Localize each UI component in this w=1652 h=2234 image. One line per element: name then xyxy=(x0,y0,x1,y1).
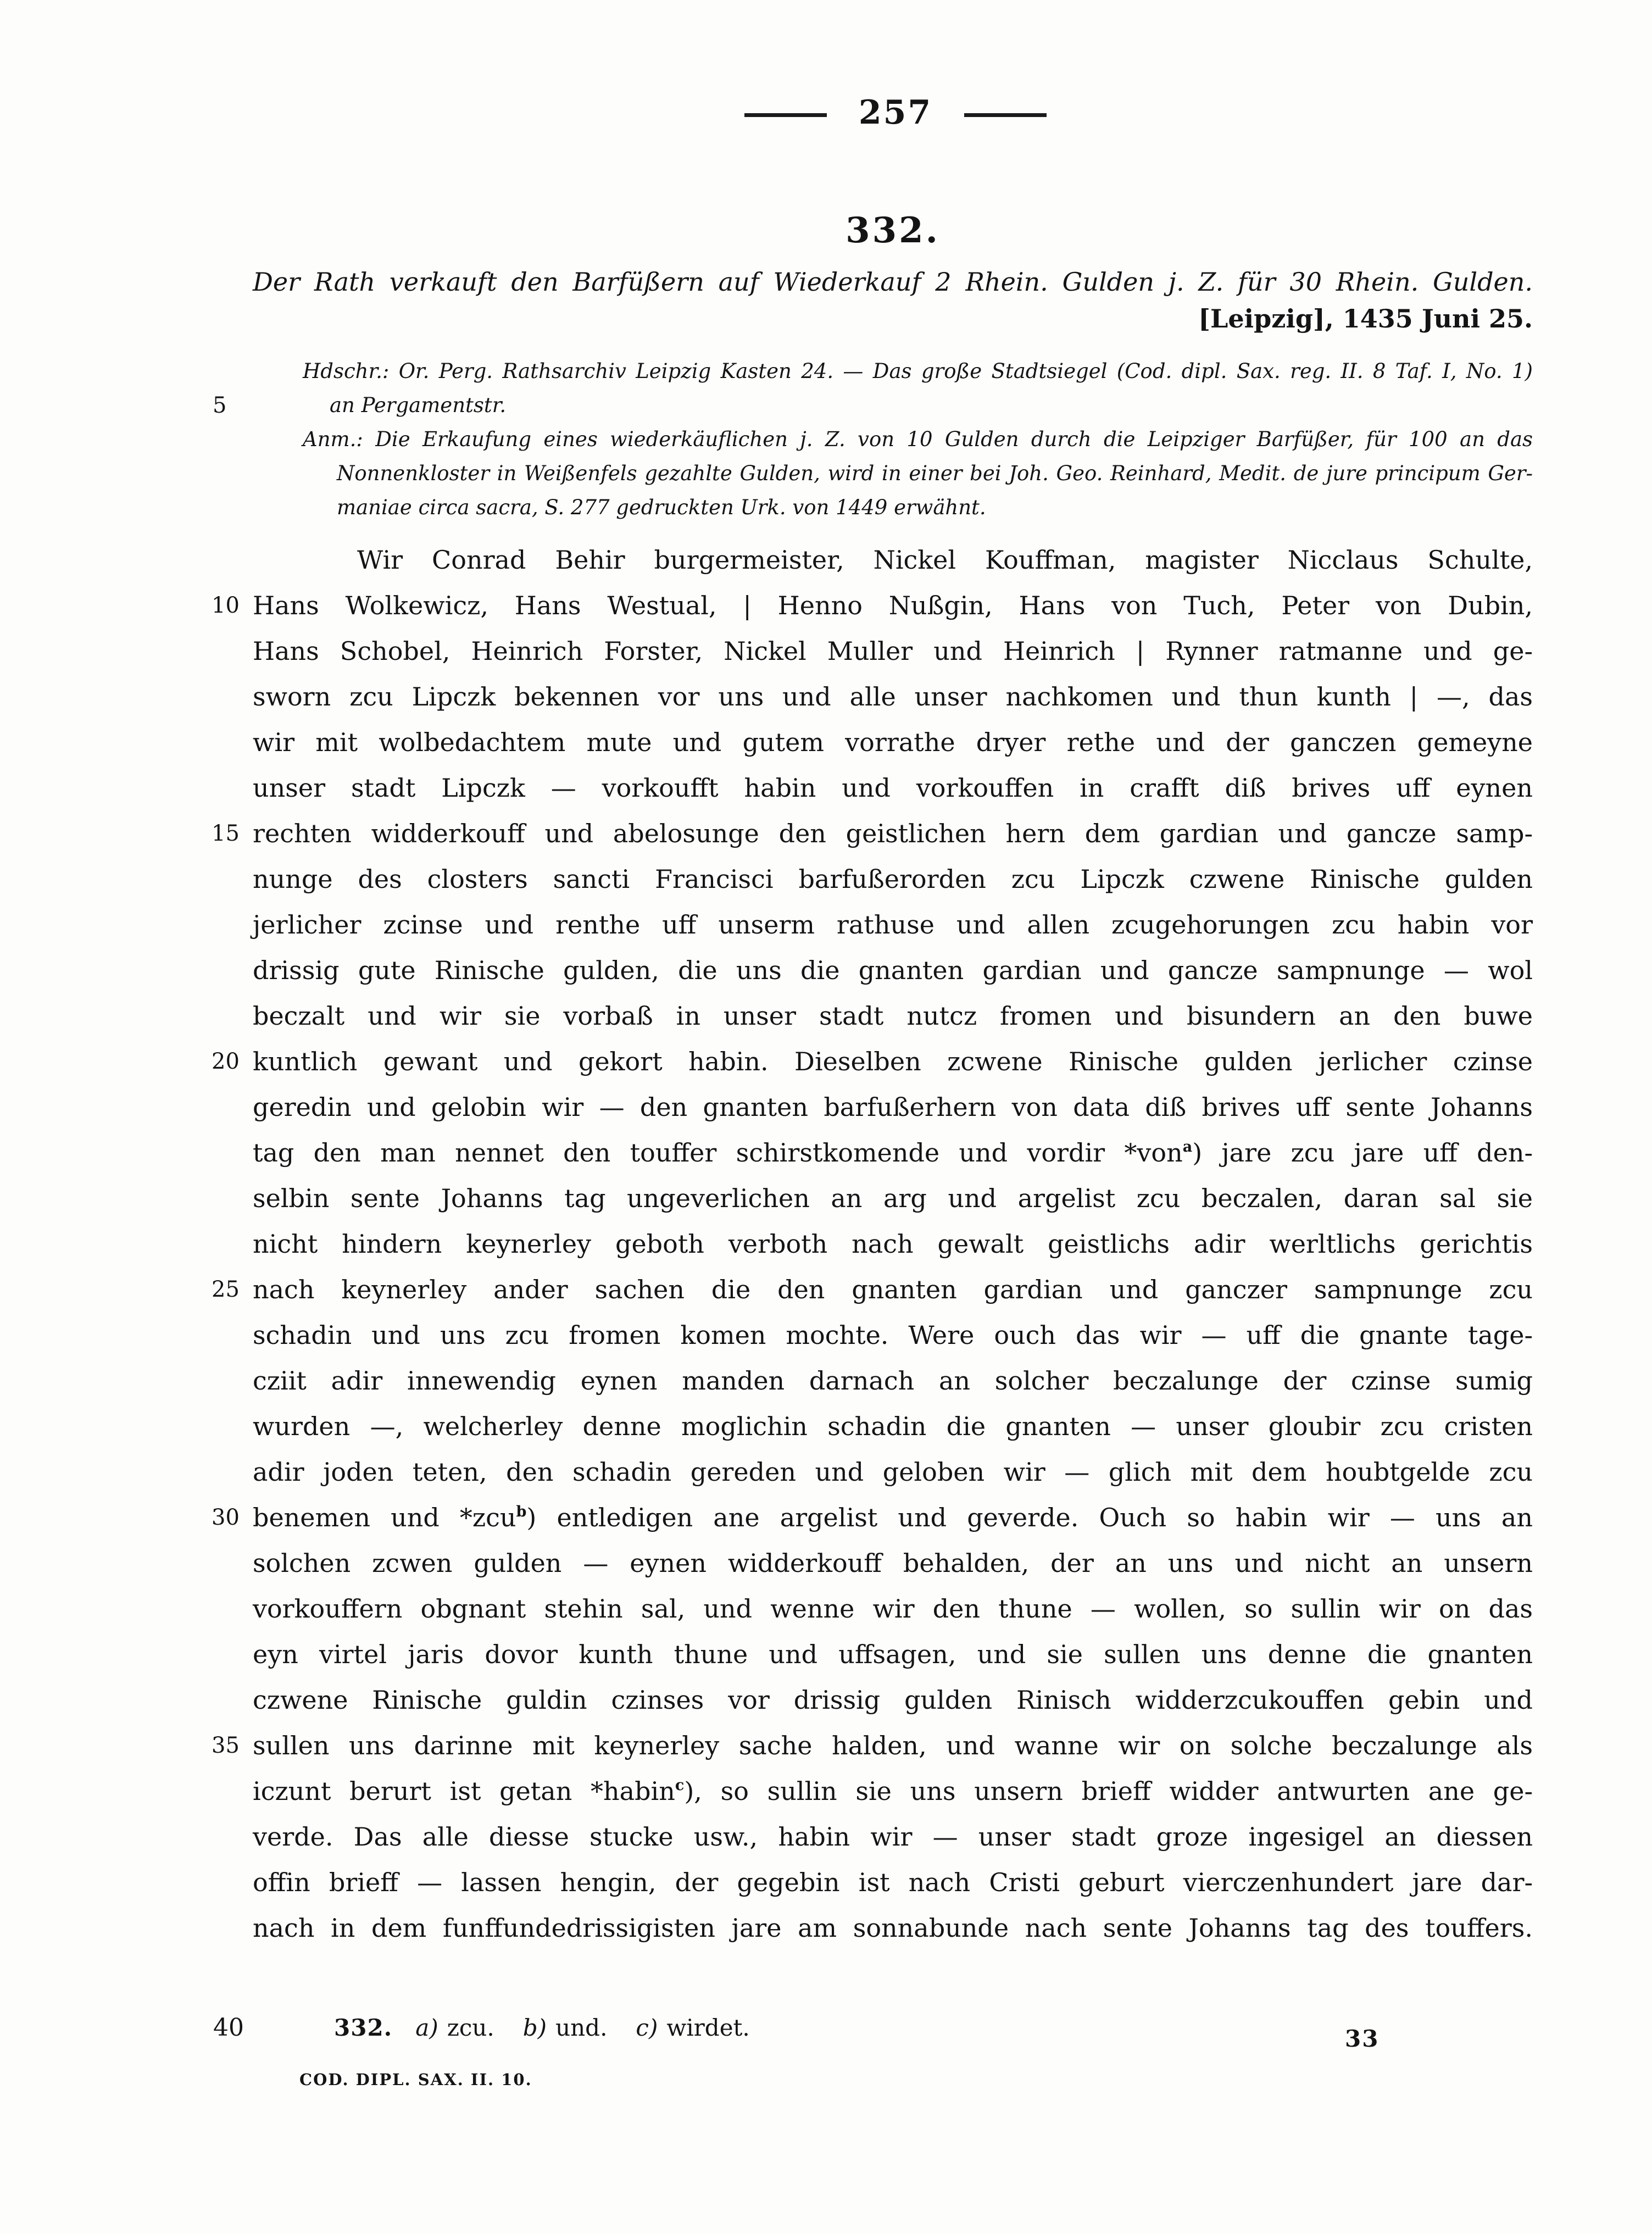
footnote-text-c: wirdet. xyxy=(666,2014,750,2041)
footnote-item-c xyxy=(636,2014,749,2041)
body-line: kuntlich gewant und gekort habin. Dieselben zcwene Rinische gulden jerlicher czinse xyxy=(253,1047,1533,1076)
footnote-label-c: c) xyxy=(636,2014,658,2041)
body-line: czwene Rinische guldin czinses vor drissig gulden Rinisch widderzcukouffen gebin und xyxy=(253,1685,1533,1715)
body-line: drissig gute Rinische gulden, die uns die gnanten gardian und gancze sampnunge — wol xyxy=(253,955,1533,985)
margin-line-number: 20 xyxy=(212,1049,240,1074)
body-line: jerlicher zcinse und renthe uff unserm rathuse und allen zcugehorungen zcu habin vor xyxy=(253,910,1533,940)
apparatus-line-text: an Pergamentstr. xyxy=(330,393,507,417)
body-line: nach keynerley ander sachen die den gnanten gardian und ganczer sampnunge zcu xyxy=(253,1275,1533,1304)
apparatus-line-text: Anm.: Die Erkaufung eines wiederkäuflichen j. Z. von 10 Gulden durch die Leipziger Barfüßer, für 100 an das xyxy=(303,427,1533,451)
body-line: sullen uns darinne mit keynerley sache halden, und wanne wir on solche beczalunge als xyxy=(253,1731,1533,1760)
apparatus-line xyxy=(253,423,1533,457)
margin-line-number: 5 xyxy=(213,393,227,418)
printers-signature: COD. DIPL. SAX. II. 10. xyxy=(299,2070,532,2089)
footnote-row xyxy=(213,2011,1533,2045)
footnote-text-b: und. xyxy=(555,2014,608,2041)
footnote-ref-a: a xyxy=(1182,1138,1193,1155)
body-line: solchen zcwen gulden — eynen widderkouff behalden, der an uns und nicht an unsern xyxy=(253,1548,1533,1578)
body-line: Hans Schobel, Heinrich Forster, Nickel Muller und Heinrich | Rynner ratmanne und ge- xyxy=(253,636,1533,666)
footnote-label-a: a) xyxy=(415,2014,438,2041)
footnote-ref-c: c xyxy=(675,1777,685,1794)
margin-line-number: 35 xyxy=(212,1733,240,1758)
document-dateline: [Leipzig], 1435 Juni 25. xyxy=(1198,304,1533,334)
body-line: schadin und uns zcu fromen komen mochte. Were ouch das wir — uff die gnante tage- xyxy=(253,1320,1533,1350)
body-line: benemen und *zcu$^b$) entledigen ane argelist und geverde. Ouch so habin wir — uns an xyxy=(253,1503,1533,1532)
apparatus-line xyxy=(253,491,1533,525)
body-line: cziit adir innewendig eynen manden darnach an solcher beczalunge der czinse sumig xyxy=(253,1366,1533,1396)
header-rule-right xyxy=(964,113,1047,117)
margin-line-number: 30 xyxy=(212,1505,240,1530)
body-line: wir mit wolbedachtem mute und gutem vorrathe dryer rethe und der ganczen gemeyne xyxy=(253,727,1533,757)
margin-line-number: 25 xyxy=(212,1277,240,1302)
body-line: offin brieff — lassen hengin, der gegebin ist nach Cristi geburt vierczenhundert jare dar- xyxy=(253,1868,1533,1897)
body-line: nach in dem funffundedrissigisten jare am sonnabunde nach sente Johanns tag des touffers. xyxy=(253,1913,1533,1943)
footnote-item-a xyxy=(415,2014,494,2041)
body-line: eyn virtel jaris dovor kunth thune und uffsagen, und sie sullen uns denne die gnanten xyxy=(253,1640,1533,1669)
margin-line-number: 15 xyxy=(212,821,240,846)
body-line: adir joden teten, den schadin gereden und geloben wir — glich mit dem houbtgelde zcu xyxy=(253,1457,1533,1487)
body-line: nunge des closters sancti Francisci barfußerorden zcu Lipczk czwene Rinische gulden xyxy=(253,864,1533,894)
body-line: nicht hindern keynerley geboth verboth nach gewalt geistlichs adir werltlichs gerichtis xyxy=(253,1229,1533,1259)
apparatus-line xyxy=(213,388,1533,423)
body-line: unser stadt Lipczk — vorkoufft habin und vorkouffen in crafft diß brives uff eynen xyxy=(253,773,1533,803)
page-number: 257 xyxy=(858,93,933,132)
body-line: sworn zcu Lipczk bekennen vor uns und alle unser nachkomen und thun kunth | —, das xyxy=(253,682,1533,712)
body-line: vorkouffern obgnant stehin sal, und wenne wir den thune — wollen, so sullin wir on das xyxy=(253,1594,1533,1624)
body-text xyxy=(212,537,1533,1951)
footnote-doc-number: 332. xyxy=(334,2014,393,2041)
margin-line-number: 10 xyxy=(212,593,240,618)
apparatus-line xyxy=(253,354,1533,388)
document-number: 332. xyxy=(846,210,940,251)
body-line: verde. Das alle diesse stucke usw., habin wir — unser stadt groze ingesigel an diessen xyxy=(253,1822,1533,1852)
body-line: geredin und gelobin wir — den gnanten barfußerhern von data diß brives uff sente Johanns xyxy=(253,1092,1533,1122)
body-line: beczalt und wir sie vorbaß in unser stadt nutcz fromen und bisundern an den buwe xyxy=(253,1001,1533,1031)
body-line: rechten widderkouff und abelosunge den geistlichen hern dem gardian und gancze samp- xyxy=(253,819,1533,848)
sheet-number: 33 xyxy=(1345,2025,1380,2052)
body-line: iczunt berurt ist getan *habin$^c$), so sullin sie uns unsern brieff widder antwurten ane ge- xyxy=(253,1776,1533,1806)
header-rule-left xyxy=(744,113,827,117)
page-header xyxy=(709,92,1082,133)
footnote-text-a: zcu. xyxy=(447,2014,494,2041)
apparatus-block xyxy=(213,354,1533,525)
body-line: wurden —, welcherley denne moglichin schadin die gnanten — unser gloubir zcu cristen xyxy=(253,1411,1533,1441)
body-line: selbin sente Johanns tag ungeverlichen an arg und argelist zcu beczalen, daran sal sie xyxy=(253,1183,1533,1213)
apparatus-line-text: Nonnenkloster in Weißenfels gezahlte Gulden, wird in einer bei Joh. Geo. Reinhard, Medit. de jure principum Ger- xyxy=(337,462,1533,485)
body-line: Hans Wolkewicz, Hans Westual, | Henno Nußgin, Hans von Tuch, Peter von Dubin, xyxy=(253,591,1533,620)
footnote-content xyxy=(253,2014,778,2041)
margin-line-number: 40 xyxy=(213,2014,244,2042)
footnote-ref-b: b xyxy=(516,1503,527,1520)
document-title xyxy=(253,264,1533,300)
footnote-label-b: b) xyxy=(522,2014,547,2041)
footnote-item-b xyxy=(523,2014,608,2041)
body-line: Wir Conrad Behir burgermeister, Nickel Kouffman, magister Nicclaus Schulte, xyxy=(357,545,1533,575)
document-title-text: Der Rath verkauft den Barfüßern auf Wiederkauf 2 Rhein. Gulden j. Z. für 30 Rhein. Gulden. xyxy=(253,267,1533,297)
apparatus-line xyxy=(253,457,1533,491)
body-line: tag den man nennet den touffer schirstkomende und vordir *von$^a$) jare zcu jare uff den- xyxy=(253,1138,1533,1168)
apparatus-line-text: Hdschr.: Or. Perg. Rathsarchiv Leipzig Kasten 24. — Das große Stadtsiegel (Cod. dipl. Sax. reg. II. 8 Taf. I, No. 1) xyxy=(303,359,1533,383)
apparatus-line-text: maniae circa sacra, S. 277 gedruckten Urk. von 1449 erwähnt. xyxy=(337,496,986,519)
